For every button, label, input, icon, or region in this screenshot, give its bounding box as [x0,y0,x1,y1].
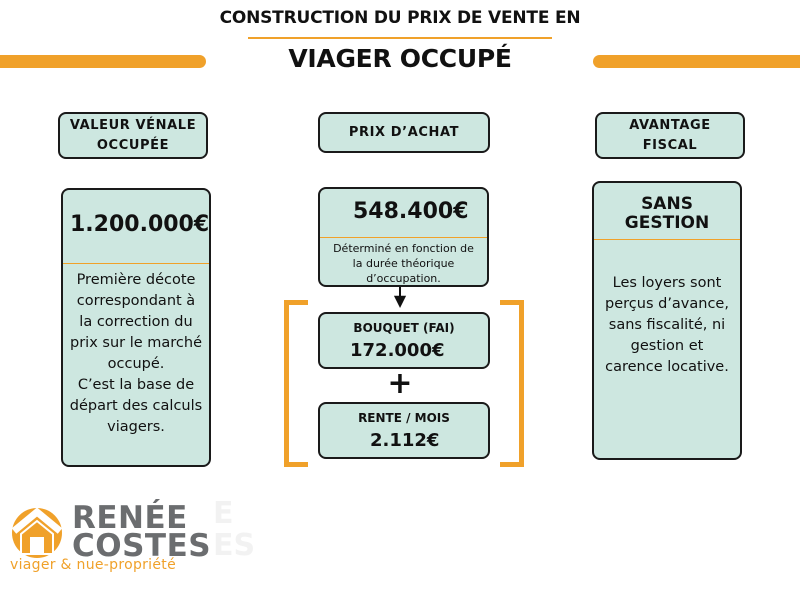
description-line: Première décote [76,272,196,288]
valeur-venale-header-line2: OCCUPÉE [96,137,170,153]
title-line2: VIAGER OCCUPÉ [288,44,512,73]
down-arrow [390,287,410,311]
description-line: la correction du [79,314,193,330]
ghost-watermark [213,498,255,562]
prix-achat-description [320,241,487,286]
plus-icon: + [387,366,413,401]
description-line: occupé. [107,356,165,372]
rente-label: RENTE / MOIS [358,411,450,425]
ghost-watermark-line2: ES [213,528,256,563]
bouquet-card [318,312,490,369]
description-line: perçus d’avance, [605,296,729,312]
description-line: prix sur le marché [70,335,202,351]
description-line: d’occupation. [366,272,441,285]
valeur-venale-value: 1.200.000€ [70,212,210,237]
rente-card [318,402,490,459]
valeur-venale-header [58,112,208,159]
description-line: Déterminé en fonction de [333,242,474,255]
valeur-venale-card [61,188,211,467]
avantage-fiscal-header-line2: FISCAL [642,137,698,153]
title-line1: CONSTRUCTION DU PRIX DE VENTE EN [219,8,581,28]
description-line: correspondant à [76,293,196,309]
description-line: C’est la base de [77,377,195,393]
sans-gestion-card [592,181,742,460]
description-line: gestion et [630,338,704,354]
valeur-venale-header-line1: VALEUR VÉNALE [69,117,197,133]
prix-achat-header [318,112,490,153]
prix-achat-card [318,187,489,287]
prix-achat-separator [320,237,487,238]
sans-gestion-title [594,195,740,233]
valeur-venale-separator [63,263,209,264]
avantage-fiscal-header-line1: AVANTAGE [629,117,711,133]
rente-value: 2.112€ [370,430,440,451]
logo-brand-line1: RENÉE [72,500,188,536]
description-line: sans fiscalité, ni [608,317,726,333]
bracket-left [284,300,308,467]
house-logo-icon [8,504,66,558]
valeur-venale-description [63,270,209,438]
description-line: la durée théorique [352,257,455,270]
arrow-head-icon: ▼ [393,291,407,310]
sans-gestion-title-line2: GESTION [624,213,710,233]
sans-gestion-title-line1: SANS [641,194,693,214]
bouquet-value: 172.000€ [350,340,445,361]
bracket-right [500,300,524,467]
ghost-watermark-line1: E [213,496,234,531]
avantage-fiscal-header [595,112,745,159]
title-underline [248,37,552,39]
description-line: carence locative. [605,359,729,375]
sans-gestion-description [594,273,740,378]
bouquet-label: BOUQUET (FAI) [353,321,455,335]
description-line: départ des calculs [69,398,203,414]
description-line: Les loyers sont [612,275,722,291]
sans-gestion-separator [594,239,740,240]
logo-brand-line2: COSTES [72,528,212,564]
prix-achat-value: 548.400€ [353,199,469,224]
logo-tagline: viager & nue-propriété [10,557,176,573]
description-line: viagers. [107,419,165,435]
prix-achat-header-label: PRIX D’ACHAT [348,124,460,140]
